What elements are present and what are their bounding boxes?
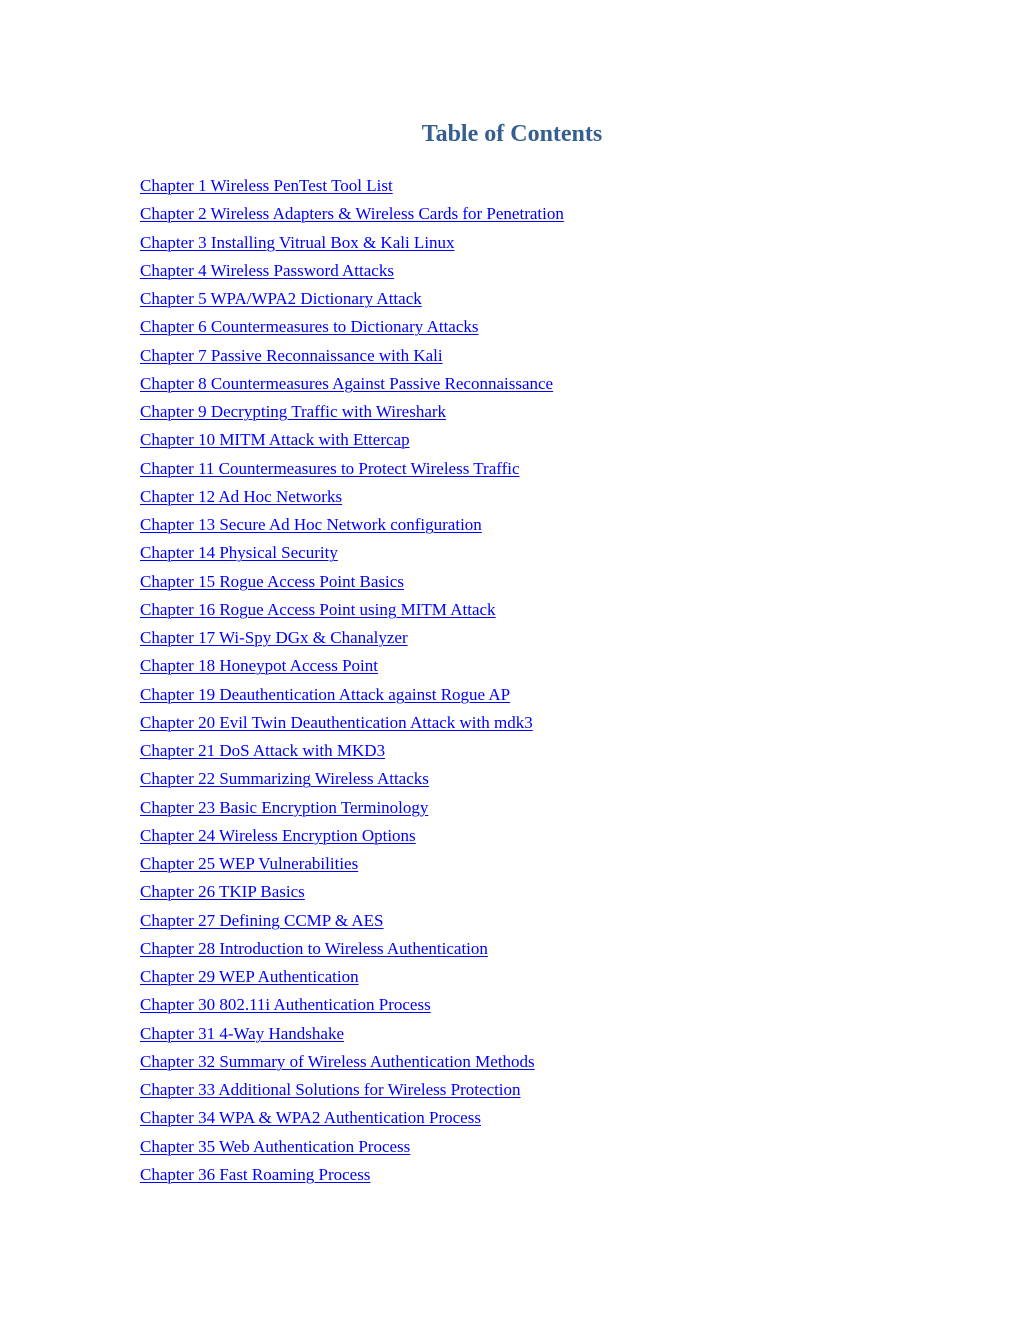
toc-link-chapter-2[interactable]: Chapter 2 Wireless Adapters & Wireless Cards for Penetration: [140, 204, 564, 224]
toc-entry: [140, 1076, 564, 1104]
toc-link-chapter-29[interactable]: Chapter 29 WEP Authentication: [140, 967, 359, 986]
toc-entry: [140, 935, 564, 963]
toc-entry: [140, 511, 564, 539]
toc-link-chapter-33[interactable]: Chapter 33 Additional Solutions for Wireless Protection: [140, 1080, 521, 1099]
toc-link-chapter-6[interactable]: Chapter 6 Countermeasures to Dictionary Attacks: [140, 317, 479, 337]
toc-entry: [140, 229, 564, 257]
toc-link-chapter-5[interactable]: Chapter 5 WPA/WPA2 Dictionary Attack: [140, 289, 422, 308]
toc-entry: [140, 257, 564, 285]
toc-entry: [140, 172, 564, 200]
toc-entry: [140, 709, 564, 737]
toc-entry: [140, 200, 564, 228]
toc-entry: [140, 878, 564, 906]
toc-link-chapter-10[interactable]: Chapter 10 MITM Attack with Ettercap: [140, 430, 410, 450]
toc-entry: [140, 342, 564, 370]
toc-entry: [140, 568, 564, 596]
toc-link-chapter-11[interactable]: Chapter 11 Countermeasures to Protect Wireless Traffic: [140, 458, 520, 478]
toc-link-chapter-30[interactable]: Chapter 30 802.11i Authentication Process: [140, 995, 431, 1015]
toc-link-chapter-35[interactable]: Chapter 35 Web Authentication Process: [140, 1136, 411, 1156]
toc-entry: [140, 596, 564, 624]
toc-entry: [140, 1161, 564, 1189]
toc-entry: [140, 398, 564, 426]
toc-entry: [140, 963, 564, 991]
toc-entry: [140, 822, 564, 850]
toc-entry: [140, 426, 564, 454]
toc-entry: [140, 765, 564, 793]
toc-link-chapter-12[interactable]: Chapter 12 Ad Hoc Networks: [140, 486, 343, 506]
toc-link-chapter-4[interactable]: Chapter 4 Wireless Password Attacks: [140, 260, 394, 280]
toc-link-chapter-14[interactable]: Chapter 14 Physical Security: [140, 543, 338, 563]
toc-link-chapter-16[interactable]: Chapter 16 Rogue Access Point using MITM Attack: [140, 599, 496, 619]
toc-entry: [140, 991, 564, 1019]
toc-link-chapter-7[interactable]: Chapter 7 Passive Reconnaissance with Kali: [140, 345, 443, 365]
toc-link-chapter-27[interactable]: Chapter 27 Defining CCMP & AES: [140, 910, 384, 930]
toc-link-chapter-19[interactable]: Chapter 19 Deauthentication Attack against Rogue AP: [140, 684, 511, 704]
toc-entry: [140, 907, 564, 935]
toc-link-chapter-9[interactable]: Chapter 9 Decrypting Traffic with Wireshark: [140, 402, 447, 421]
toc-entry: [140, 455, 564, 483]
toc-entry: [140, 794, 564, 822]
toc-entry: [140, 652, 564, 680]
toc-link-chapter-1[interactable]: Chapter 1 Wireless PenTest Tool List: [140, 176, 393, 195]
toc-link-chapter-25[interactable]: Chapter 25 WEP Vulnerabilities: [140, 854, 359, 873]
toc-link-chapter-3[interactable]: Chapter 3 Installing Vitrual Box & Kali Linux: [140, 232, 455, 252]
toc-link-chapter-26[interactable]: Chapter 26 TKIP Basics: [140, 882, 305, 902]
toc-link-chapter-18[interactable]: Chapter 18 Honeypot Access Point: [140, 656, 378, 676]
toc-link-chapter-31[interactable]: Chapter 31 4-Way Handshake: [140, 1023, 344, 1043]
toc-link-chapter-20[interactable]: Chapter 20 Evil Twin Deauthentication Attack with mdk3: [140, 712, 533, 732]
toc-entry: [140, 285, 564, 313]
toc-entry: [140, 1133, 564, 1161]
toc-link-chapter-22[interactable]: Chapter 22 Summarizing Wireless Attacks: [140, 769, 429, 789]
toc-link-chapter-21[interactable]: Chapter 21 DoS Attack with MKD3: [140, 741, 386, 760]
toc-entry: [140, 539, 564, 567]
toc-entry: [140, 370, 564, 398]
toc-link-chapter-13[interactable]: Chapter 13 Secure Ad Hoc Network configuration: [140, 515, 482, 534]
toc-link-chapter-17[interactable]: Chapter 17 Wi-Spy DGx & Chanalyzer: [140, 628, 408, 647]
toc-link-chapter-36[interactable]: Chapter 36 Fast Roaming Process: [140, 1164, 371, 1184]
toc-entry: [140, 681, 564, 709]
toc-link-chapter-15[interactable]: Chapter 15 Rogue Access Point Basics: [140, 571, 404, 591]
toc-entry: [140, 483, 564, 511]
toc-entry: [140, 1020, 564, 1048]
toc-link-chapter-8[interactable]: Chapter 8 Countermeasures Against Passive Reconnaissance: [140, 373, 554, 393]
toc-link-chapter-23[interactable]: Chapter 23 Basic Encryption Terminology: [140, 797, 429, 817]
toc-link-chapter-32[interactable]: Chapter 32 Summary of Wireless Authentication Methods: [140, 1051, 535, 1071]
toc-entry: [140, 313, 564, 341]
toc-entry: [140, 850, 564, 878]
toc-link-chapter-34[interactable]: Chapter 34 WPA & WPA2 Authentication Process: [140, 1108, 481, 1128]
toc-link-chapter-28[interactable]: Chapter 28 Introduction to Wireless Authentication: [140, 938, 488, 958]
toc-link-chapter-24[interactable]: Chapter 24 Wireless Encryption Options: [140, 825, 416, 845]
page-title: Table of Contents: [421, 121, 603, 147]
toc-entry: [140, 737, 564, 765]
toc-entry: [140, 1104, 564, 1132]
toc-entry: [140, 1048, 564, 1076]
toc-list: [140, 172, 564, 1189]
toc-entry: [140, 624, 564, 652]
